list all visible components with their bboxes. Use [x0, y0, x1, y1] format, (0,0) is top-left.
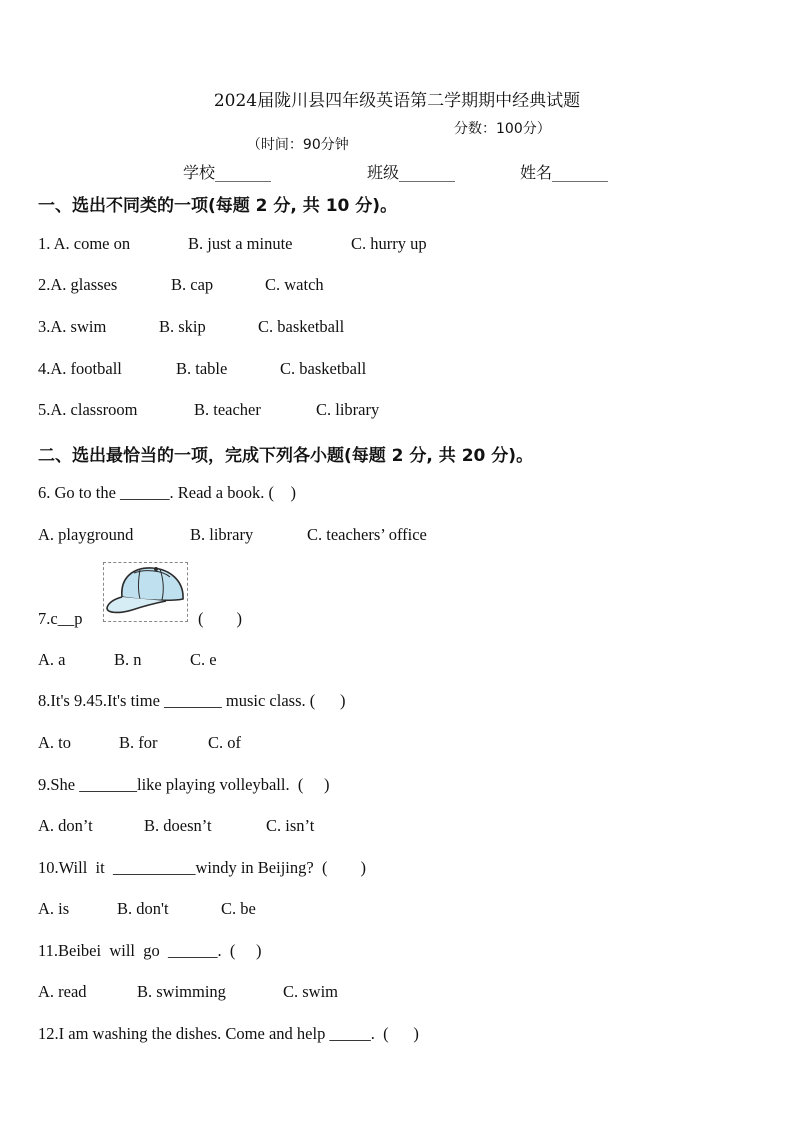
exam-score: 分数：100分） — [454, 121, 551, 137]
question-4-a: 4.A. football — [38, 359, 122, 378]
class-field[interactable]: 班级_______ — [367, 163, 456, 182]
question-2-a: 2.A. glasses — [38, 275, 118, 294]
question-7-a: A. a — [38, 650, 66, 669]
question-8-c: C. of — [208, 733, 241, 752]
question-11-b: B. swimming — [137, 982, 226, 1001]
question-8-b: B. for — [119, 733, 158, 752]
question-3-b: B. skip — [159, 317, 206, 336]
question-1-a: 1. A. come on — [38, 234, 131, 253]
question-7-c: C. e — [190, 650, 217, 669]
question-8-a: A. to — [38, 733, 71, 752]
section-heading-2: 二、选出最恰当的一项，完成下列各小题(每题 2 分, 共 20 分)。 — [38, 446, 534, 466]
question-12: 12.I am washing the dishes. Come and help _____. ( ) — [38, 1024, 419, 1043]
question-10-c: C. be — [221, 899, 256, 918]
question-10: 10.Will it __________windy in Beijing? ( ) — [38, 858, 366, 877]
question-1-c: C. hurry up — [351, 234, 427, 253]
question-5-b: B. teacher — [194, 400, 261, 419]
question-11: 11.Beibei will go ______. ( ) — [38, 941, 262, 960]
question-6-a: A. playground — [38, 525, 134, 544]
question-3-c: C. basketball — [258, 317, 345, 336]
question-9-c: C. isn’t — [266, 816, 315, 835]
question-9: 9.She _______like playing volleyball. ( ) — [38, 775, 330, 794]
question-10-a: A. is — [38, 899, 70, 918]
question-2-b: B. cap — [171, 275, 214, 294]
question-6-b: B. library — [190, 525, 254, 544]
question-7: 7.c__p — [38, 609, 83, 628]
question-11-a: A. read — [38, 982, 87, 1001]
question-6: 6. Go to the ______. Read a book. ( ) — [38, 483, 296, 502]
page-title: 2024届陇川县四年级英语第二学期期中经典试题 — [213, 91, 581, 111]
exam-time: （时间：90分钟 — [246, 137, 349, 153]
question-9-a: A. don’t — [38, 816, 93, 835]
question-3-a: 3.A. swim — [38, 317, 107, 336]
question-1-b: B. just a minute — [188, 234, 293, 253]
cap-image — [103, 562, 188, 622]
question-5-c: C. library — [316, 400, 380, 419]
question-4-c: C. basketball — [280, 359, 367, 378]
question-9-b: B. doesn’t — [144, 816, 212, 835]
question-6-c: C. teachers’ office — [307, 525, 427, 544]
question-7-paren: ( ) — [198, 609, 242, 628]
question-2-c: C. watch — [265, 275, 324, 294]
question-4-b: B. table — [176, 359, 228, 378]
question-10-b: B. don't — [117, 899, 169, 918]
cap-icon — [104, 563, 187, 621]
question-11-c: C. swim — [283, 982, 339, 1001]
question-7-b: B. n — [114, 650, 142, 669]
question-8: 8.It's 9.45.It's time _______ music class. ( ) — [38, 691, 346, 710]
question-5-a: 5.A. classroom — [38, 400, 138, 419]
school-field[interactable]: 学校_______ — [183, 163, 272, 182]
section-heading-1: 一、选出不同类的一项(每题 2 分, 共 10 分)。 — [38, 196, 398, 216]
name-field[interactable]: 姓名_______ — [520, 163, 609, 182]
